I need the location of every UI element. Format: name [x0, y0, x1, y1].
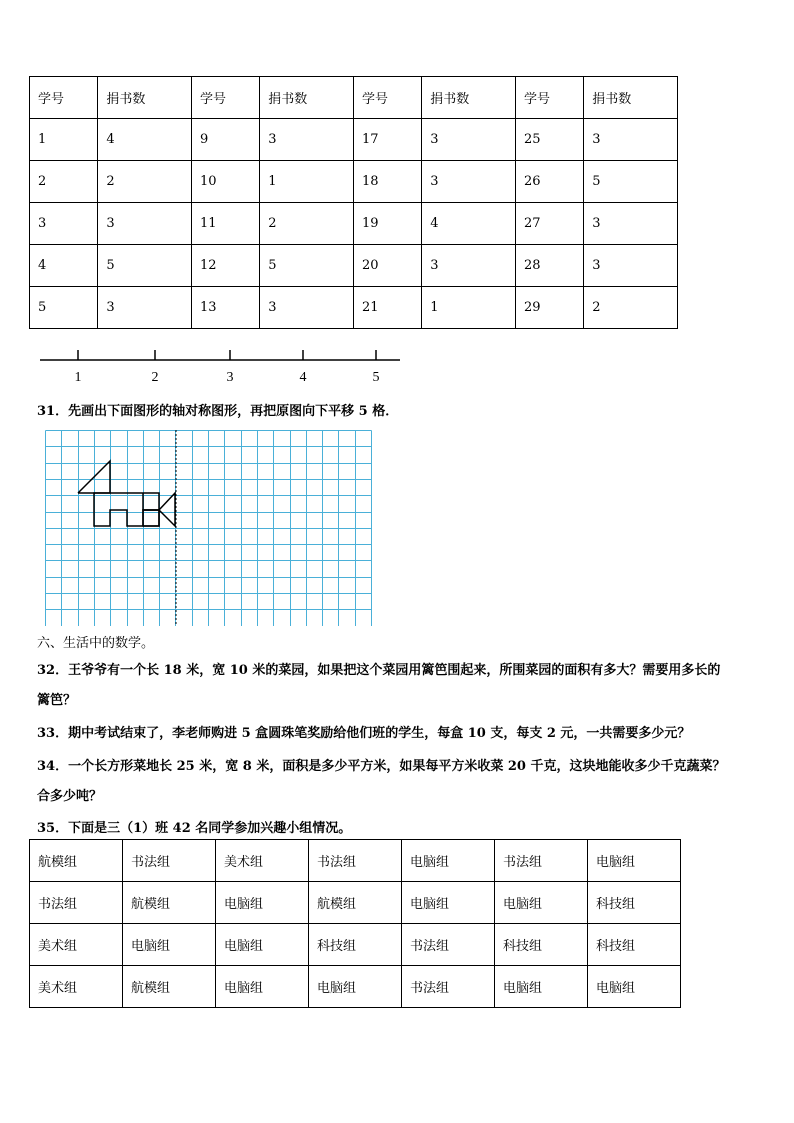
table-cell: 电脑组: [495, 882, 588, 924]
table-cell: 电脑组: [309, 966, 402, 1008]
table-cell: 电脑组: [495, 966, 588, 1008]
table-row: [30, 161, 678, 203]
table-cell: 学号: [353, 77, 421, 119]
question-32-line1: 32．王爷爷有一个长 18 米，宽 10 米的菜园，如果把这个菜园用篱笆围起来，所围菜园的面积有多大？需要用多长的: [37, 663, 721, 678]
table-cell: 3: [422, 161, 516, 203]
table-cell: 20: [353, 245, 421, 287]
table-cell: 捐书数: [260, 77, 354, 119]
table-cell: 27: [515, 203, 583, 245]
table-cell: 电脑组: [216, 924, 309, 966]
table-cell: 科技组: [588, 882, 681, 924]
table-cell: 书法组: [402, 966, 495, 1008]
question-32-line2: 篱笆？: [37, 693, 77, 708]
table-cell: 3: [422, 245, 516, 287]
table-cell: 1: [260, 161, 354, 203]
table-cell: 电脑组: [588, 840, 681, 882]
table-cell: 1: [422, 287, 516, 329]
table-cell: 航模组: [123, 966, 216, 1008]
number-line-label: 5: [372, 370, 380, 385]
table-cell: 电脑组: [402, 840, 495, 882]
table-cell: 3: [98, 287, 192, 329]
table-cell: 3: [260, 119, 354, 161]
table-cell: 4: [422, 203, 516, 245]
table-cell: 13: [191, 287, 259, 329]
table-cell: 3: [584, 119, 678, 161]
table-cell: 电脑组: [216, 882, 309, 924]
table-cell: 美术组: [30, 966, 123, 1008]
table-cell: 12: [191, 245, 259, 287]
table-cell: 2: [98, 161, 192, 203]
question-35: 35．下面是三（1）班 42 名同学参加兴趣小组情况。: [37, 821, 352, 836]
table-cell: 5: [260, 245, 354, 287]
table-cell: 书法组: [123, 840, 216, 882]
table-cell: 书法组: [309, 840, 402, 882]
section-6-title: 六、生活中的数学。: [37, 636, 155, 651]
table-row: [30, 203, 678, 245]
table-row: [30, 245, 678, 287]
donation-table: [29, 76, 678, 329]
table-cell: 3: [98, 203, 192, 245]
table-cell: 美术组: [30, 924, 123, 966]
table-cell: 学号: [191, 77, 259, 119]
table-cell: 美术组: [216, 840, 309, 882]
table-cell: 9: [191, 119, 259, 161]
table-cell: 3: [584, 203, 678, 245]
table-cell: 航模组: [309, 882, 402, 924]
question-34-line2: 合多少吨？: [37, 789, 103, 804]
table-row: [30, 287, 678, 329]
table-cell: 25: [515, 119, 583, 161]
table-cell: 科技组: [588, 924, 681, 966]
table-row: [30, 966, 681, 1008]
question-34-line1: 34．一个长方形菜地长 25 米，宽 8 米，面积是多少平方米，如果每平方米收菜 20 千克，这块地能收多少千克蔬菜？: [37, 759, 726, 774]
table-row: [30, 119, 678, 161]
table-cell: 2: [260, 203, 354, 245]
table-cell: 11: [191, 203, 259, 245]
table-cell: 5: [30, 287, 98, 329]
table-cell: 航模组: [123, 882, 216, 924]
table-cell: 10: [191, 161, 259, 203]
table-cell: 书法组: [30, 882, 123, 924]
table-cell: 电脑组: [216, 966, 309, 1008]
table-cell: 18: [353, 161, 421, 203]
table-cell: 17: [353, 119, 421, 161]
table-cell: 2: [584, 287, 678, 329]
table-cell: 科技组: [309, 924, 402, 966]
table-cell: 21: [353, 287, 421, 329]
table-cell: 学号: [30, 77, 98, 119]
number-line-label: 2: [151, 370, 159, 385]
table-cell: 4: [98, 119, 192, 161]
table-row: [30, 882, 681, 924]
table-cell: 2: [30, 161, 98, 203]
number-line-label: 1: [74, 370, 82, 385]
grid-figure[interactable]: [45, 430, 375, 626]
table-row: [30, 840, 681, 882]
table-cell: 科技组: [495, 924, 588, 966]
table-cell: 捐书数: [98, 77, 192, 119]
number-line-label: 4: [299, 370, 307, 385]
number-line: [40, 345, 410, 390]
table-cell: 航模组: [30, 840, 123, 882]
question-31: 31．先画出下面图形的轴对称图形，再把原图向下平移 5 格．: [37, 404, 399, 419]
table-cell: 5: [98, 245, 192, 287]
number-line-label: 3: [226, 370, 234, 385]
table-row: [30, 924, 681, 966]
table-cell: 电脑组: [588, 966, 681, 1008]
table-cell: 3: [584, 245, 678, 287]
table-cell: 书法组: [402, 924, 495, 966]
table-row: [30, 77, 678, 119]
table-cell: 5: [584, 161, 678, 203]
table-cell: 19: [353, 203, 421, 245]
table-cell: 1: [30, 119, 98, 161]
table-cell: 电脑组: [123, 924, 216, 966]
table-cell: 3: [422, 119, 516, 161]
table-cell: 4: [30, 245, 98, 287]
table-cell: 捐书数: [422, 77, 516, 119]
table-cell: 26: [515, 161, 583, 203]
table-cell: 29: [515, 287, 583, 329]
table-cell: 学号: [515, 77, 583, 119]
table-cell: 捐书数: [584, 77, 678, 119]
table-cell: 书法组: [495, 840, 588, 882]
table-cell: 电脑组: [402, 882, 495, 924]
table-cell: 3: [30, 203, 98, 245]
question-33: 33．期中考试结束了，李老师购进 5 盒圆珠笔奖励给他们班的学生，每盒 10 支，每支 2 元，一共需要多少元？: [37, 726, 691, 741]
table-cell: 3: [260, 287, 354, 329]
interest-group-table: [29, 839, 681, 1008]
table-cell: 28: [515, 245, 583, 287]
